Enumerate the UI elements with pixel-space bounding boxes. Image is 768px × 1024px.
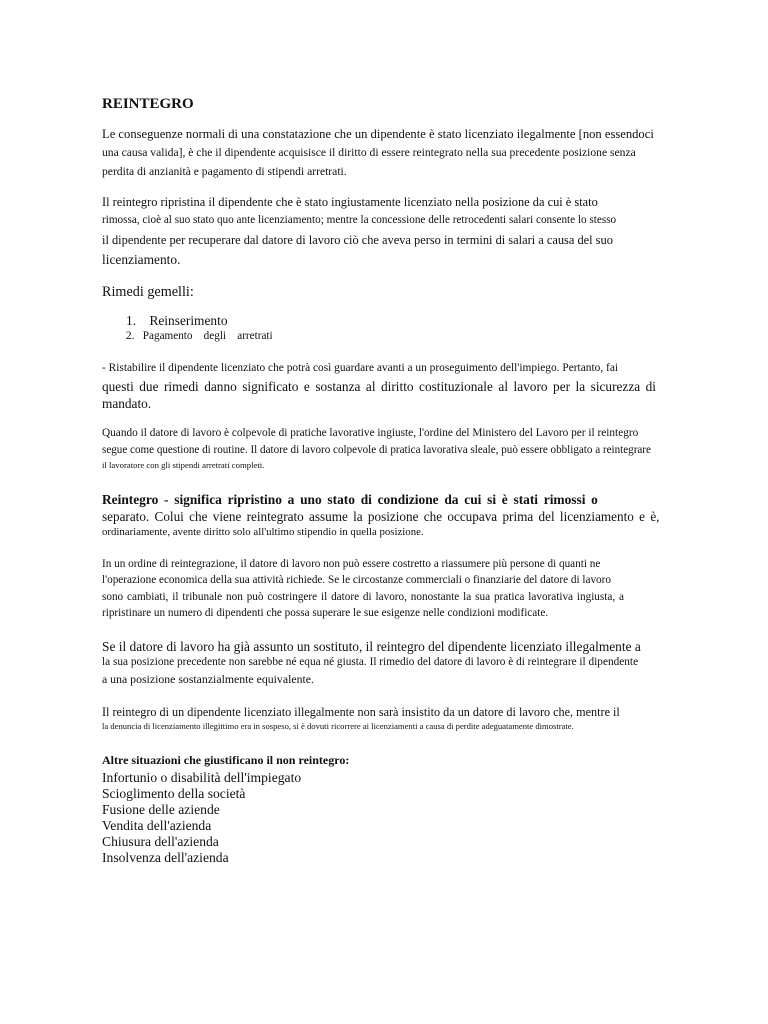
paragraph-2-line-1: Il reintegro ripristina il dipendente che è stato ingiustamente licenziato nella posizione da cui è stato bbox=[102, 195, 598, 209]
paragraph-3-line-3: mandato. bbox=[102, 396, 152, 411]
list-item: Vendita dell'azienda bbox=[102, 818, 212, 833]
paragraph-4-line-2: segue come questione di routine. Il datore di lavoro colpevole di pratica lavorativa sleale, può essere obbligato a reintegrare bbox=[102, 444, 651, 456]
remedy-number: 1. bbox=[126, 313, 137, 328]
document-title: REINTEGRO bbox=[102, 96, 194, 112]
paragraph-6-line-1: In un ordine di reintegrazione, il datore di lavoro non può essere costretto a riassumere più persone di quanti ne bbox=[102, 558, 601, 570]
paragraph-5-line-2: separato. Colui che viene reintegrato assume la posizione che occupava prima del licenziamento e è, bbox=[102, 509, 660, 524]
paragraph-2-line-3: il dipendente per recuperare dal datore di lavoro ciò che aveva perso in termini di salari a causa del suo bbox=[102, 233, 613, 247]
paragraph-3-line-2: questi due rimedi danno significato e sostanza al diritto costituzionale al lavoro per la sicurezza di bbox=[102, 379, 656, 394]
remedies-heading: Rimedi gemelli: bbox=[102, 284, 194, 300]
list-item: Infortunio o disabilità dell'impiegato bbox=[102, 770, 302, 785]
other-situations-heading: Altre situazioni che giustificano il non reintegro: bbox=[102, 753, 350, 767]
paragraph-6-line-2: l'operazione economica della sua attività richiede. Se le circostanze commerciali o finanziarie del datore di lavoro bbox=[102, 574, 611, 586]
list-item: Insolvenza dell'azienda bbox=[102, 850, 229, 865]
paragraph-8-line-1: Il reintegro di un dipendente licenziato illegalmente non sarà insistito da un datore di lavoro che, mentre il bbox=[102, 705, 620, 719]
paragraph-4-line-3: il lavoratore con gli stipendi arretrati completi. bbox=[102, 460, 265, 470]
list-item: Fusione delle aziende bbox=[102, 802, 220, 817]
remedy-item bbox=[126, 330, 273, 343]
paragraph-6-line-3: sono cambiati, il tribunale non può costringere il datore di lavoro, nonostante la sua pratica lavorativa ingiusta, a bbox=[102, 591, 624, 603]
paragraph-7-line-1: Se il datore di lavoro ha già assunto un sostituto, il reintegro del dipendente licenziato illegalmente a bbox=[102, 639, 641, 654]
paragraph-5-line-1: Reintegro - significa ripristino a uno stato di condizione da cui si è stati rimossi o bbox=[102, 492, 598, 507]
paragraph-7-line-2: la sua posizione precedente non sarebbe né equa né giusta. Il rimedio del datore di lavoro è di reintegrare il dipendente bbox=[102, 656, 639, 668]
paragraph-2-line-4: licenziamento. bbox=[102, 252, 181, 267]
remedy-item bbox=[126, 313, 228, 328]
paragraph-4-line-1: Quando il datore di lavoro è colpevole di pratiche lavorative ingiuste, l'ordine del Ministero del Lavoro per il reintegro bbox=[102, 427, 639, 439]
paragraph-6-line-4: ripristinare un numero di dipendenti che possa superare le sue esigenze nelle condizioni modificate. bbox=[102, 607, 549, 619]
paragraph-5-line-3: ordinariamente, avente diritto solo all'ultimo stipendio in quella posizione. bbox=[102, 526, 424, 538]
paragraph-1-line-3: perdita di anzianità e pagamento di stipendi arretrati. bbox=[102, 165, 347, 178]
remedy-text: Pagamento degli arretrati bbox=[142, 330, 273, 342]
remedy-text: Reinserimento bbox=[149, 313, 228, 328]
paragraph-3-line-1: - Ristabilire il dipendente licenziato che potrà così guardare avanti a un proseguimento dell'impiego. Pertanto, fai bbox=[102, 362, 619, 374]
paragraph-2-line-2: rimossa, cioè al suo stato quo ante licenziamento; mentre la concessione delle retrocedenti salari consente lo stesso bbox=[102, 214, 617, 226]
paragraph-1-line-1: Le conseguenze normali di una constatazione che un dipendente è stato licenziato ilegalmente [non essendoci bbox=[102, 127, 654, 141]
paragraph-1-line-2: una causa valida], è che il dipendente acquisisce il diritto di essere reintegrato nella sua precedente posizione senza bbox=[102, 146, 636, 159]
paragraph-8-line-2: la denuncia di licenziamento illegittimo era in sospeso, si è dovuti ricorrere ai licenziamenti a causa di perdite adeguatamente dimostrate. bbox=[102, 721, 574, 731]
list-item: Scioglimento della società bbox=[102, 786, 246, 801]
paragraph-7-line-3: a una posizione sostanzialmente equivalente. bbox=[102, 672, 314, 686]
list-item: Chiusura dell'azienda bbox=[102, 834, 219, 849]
remedy-number: 2. bbox=[126, 330, 135, 342]
